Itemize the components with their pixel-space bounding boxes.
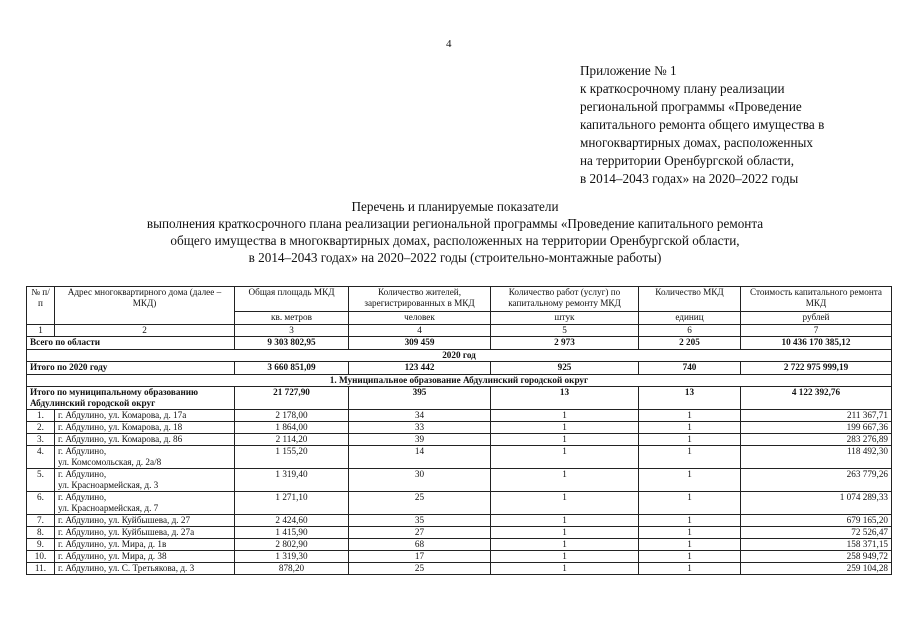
column-number: 1	[27, 325, 55, 337]
row-cost: 283 276,89	[741, 434, 892, 446]
header-address: Адрес многоквартирного дома (далее – МКД)	[55, 287, 235, 325]
row-mkd-count: 1	[639, 469, 741, 492]
appendix-line: на территории Оренбургской области,	[580, 153, 795, 168]
row-mkd-count: 1	[639, 515, 741, 527]
unit-area: кв. метров	[235, 312, 349, 325]
appendix-line: многоквартирных домах, расположенных	[580, 135, 813, 150]
total-year-cost: 2 722 975 999,19	[741, 362, 892, 375]
table-row	[27, 515, 892, 527]
row-address	[55, 515, 235, 527]
row-works: 1	[491, 551, 639, 563]
municipality-total-row	[27, 387, 892, 410]
row-area: 1 155,20	[235, 446, 349, 469]
total-year-row	[27, 362, 892, 375]
row-number: 11.	[27, 563, 55, 575]
table-row	[27, 539, 892, 551]
address-line: г. Абдулино, ул. Куйбышева, д. 27	[58, 515, 191, 525]
row-cost: 158 371,15	[741, 539, 892, 551]
row-residents: 30	[349, 469, 491, 492]
row-number: 7.	[27, 515, 55, 527]
table-row	[27, 563, 892, 575]
appendix-line: капитального ремонта общего имущества в	[580, 117, 825, 132]
address-line: ул. Красноармейская, д. 7	[58, 503, 159, 513]
table-row	[27, 422, 892, 434]
municipality-total-mkd-count: 13	[639, 387, 741, 410]
appendix-line: Приложение № 1	[580, 63, 677, 78]
row-cost: 258 949,72	[741, 551, 892, 563]
row-number: 3.	[27, 434, 55, 446]
row-residents: 39	[349, 434, 491, 446]
row-area: 2 424,60	[235, 515, 349, 527]
total-year-area: 3 660 851,09	[235, 362, 349, 375]
row-mkd-count: 1	[639, 492, 741, 515]
table-row	[27, 434, 892, 446]
row-address	[55, 539, 235, 551]
address-line: г. Абдулино,	[58, 492, 107, 502]
row-address	[55, 492, 235, 515]
unit-mkd-count: единиц	[639, 312, 741, 325]
row-number: 9.	[27, 539, 55, 551]
row-residents: 34	[349, 410, 491, 422]
total-region-mkd-count: 2 205	[639, 337, 741, 350]
appendix-line: в 2014–2043 годах» на 2020–2022 годы	[580, 171, 799, 186]
table-row	[27, 551, 892, 563]
address-line: ул. Красноармейская, д. 3	[58, 480, 159, 490]
row-works: 1	[491, 515, 639, 527]
row-number: 4.	[27, 446, 55, 469]
row-works: 1	[491, 563, 639, 575]
year-label: 2020 год	[27, 350, 892, 362]
row-area: 1 271,10	[235, 492, 349, 515]
row-number: 1.	[27, 410, 55, 422]
header-residents: Количество жителей, зарегистрированных в МКД	[349, 287, 491, 312]
address-line: г. Абдулино,	[58, 469, 107, 479]
row-cost: 259 104,28	[741, 563, 892, 575]
appendix-line: к краткосрочному плану реализации	[580, 81, 785, 96]
row-residents: 14	[349, 446, 491, 469]
row-works: 1	[491, 446, 639, 469]
address-line: г. Абдулино, ул. Мира, д. 38	[58, 551, 167, 561]
document-title	[60, 198, 850, 266]
row-area: 1 415,90	[235, 527, 349, 539]
address-line: г. Абдулино, ул. Куйбышева, д. 27а	[58, 527, 195, 537]
header-cost: Стоимость капитального ремонта МКД	[741, 287, 892, 312]
municipality-total-residents: 395	[349, 387, 491, 410]
row-cost: 679 165,20	[741, 515, 892, 527]
row-residents: 25	[349, 492, 491, 515]
table-row	[27, 410, 892, 422]
row-mkd-count: 1	[639, 539, 741, 551]
column-number: 6	[639, 325, 741, 337]
row-residents: 17	[349, 551, 491, 563]
address-line: г. Абдулино, ул. Мира, д. 1в	[58, 539, 167, 549]
total-year-label: Итого по 2020 году	[27, 362, 235, 375]
row-mkd-count: 1	[639, 434, 741, 446]
table-row	[27, 492, 892, 515]
row-address	[55, 551, 235, 563]
row-area: 2 178,00	[235, 410, 349, 422]
row-address	[55, 446, 235, 469]
total-year-residents: 123 442	[349, 362, 491, 375]
row-mkd-count: 1	[639, 551, 741, 563]
title-line: в 2014–2043 годах» на 2020–2022 годы (строительно-монтажные работы)	[248, 250, 662, 265]
row-mkd-count: 1	[639, 422, 741, 434]
indicators-table	[26, 286, 892, 575]
column-numbers-row	[27, 325, 892, 337]
row-area: 2 114,20	[235, 434, 349, 446]
row-mkd-count: 1	[639, 527, 741, 539]
total-year-mkd-count: 740	[639, 362, 741, 375]
row-works: 1	[491, 410, 639, 422]
column-number: 3	[235, 325, 349, 337]
row-cost: 199 667,36	[741, 422, 892, 434]
title-line: выполнения краткосрочного плана реализации региональной программы «Проведение капитального ремонта	[146, 216, 764, 231]
row-address	[55, 469, 235, 492]
address-line: г. Абдулино, ул. Комарова, д. 17а	[58, 410, 187, 420]
row-number: 5.	[27, 469, 55, 492]
row-number: 8.	[27, 527, 55, 539]
unit-residents: человек	[349, 312, 491, 325]
column-number: 7	[741, 325, 892, 337]
total-region-row	[27, 337, 892, 350]
row-mkd-count: 1	[639, 410, 741, 422]
municipality-total-works: 13	[491, 387, 639, 410]
address-line: г. Абдулино, ул. Комарова, д. 18	[58, 422, 183, 432]
address-line: г. Абдулино, ул. Комарова, д. 86	[58, 434, 183, 444]
address-line: ул. Комсомольская, д. 2а/8	[58, 457, 162, 467]
table-head	[27, 287, 892, 410]
row-works: 1	[491, 492, 639, 515]
total-year-works: 925	[491, 362, 639, 375]
row-works: 1	[491, 434, 639, 446]
row-cost: 72 526,47	[741, 527, 892, 539]
column-number: 2	[55, 325, 235, 337]
title-line: Перечень и планируемые показатели	[351, 199, 559, 214]
table-row	[27, 446, 892, 469]
row-address	[55, 563, 235, 575]
row-area: 1 864,00	[235, 422, 349, 434]
row-works: 1	[491, 469, 639, 492]
row-area: 2 802,90	[235, 539, 349, 551]
table-body	[27, 410, 892, 575]
row-cost: 263 779,26	[741, 469, 892, 492]
address-line: г. Абдулино,	[58, 446, 107, 456]
unit-cost: рублей	[741, 312, 892, 325]
appendix-note	[580, 62, 824, 188]
row-works: 1	[491, 527, 639, 539]
municipality-label: 1. Муниципальное образование Абдулинский городской округ	[27, 375, 892, 387]
appendix-line: региональной программы «Проведение	[580, 99, 802, 114]
row-residents: 27	[349, 527, 491, 539]
total-region-label: Всего по области	[27, 337, 235, 350]
row-number: 6.	[27, 492, 55, 515]
municipality-total-area: 21 727,90	[235, 387, 349, 410]
row-address	[55, 527, 235, 539]
table-row	[27, 469, 892, 492]
row-residents: 68	[349, 539, 491, 551]
address-line: г. Абдулино, ул. С. Третьякова, д. 3	[58, 563, 195, 573]
row-address	[55, 410, 235, 422]
row-address	[55, 434, 235, 446]
row-number: 2.	[27, 422, 55, 434]
header-no: № п/п	[27, 287, 55, 325]
row-cost: 211 367,71	[741, 410, 892, 422]
header-row	[27, 287, 892, 312]
row-residents: 35	[349, 515, 491, 527]
total-region-area: 9 303 802,95	[235, 337, 349, 350]
total-region-works: 2 973	[491, 337, 639, 350]
row-mkd-count: 1	[639, 446, 741, 469]
header-area: Общая площадь МКД	[235, 287, 349, 312]
municipality-total-cost: 4 122 392,76	[741, 387, 892, 410]
column-number: 5	[491, 325, 639, 337]
row-cost: 118 492,30	[741, 446, 892, 469]
row-number: 10.	[27, 551, 55, 563]
row-residents: 25	[349, 563, 491, 575]
total-region-cost: 10 436 170 385,12	[741, 337, 892, 350]
row-address	[55, 422, 235, 434]
row-mkd-count: 1	[639, 563, 741, 575]
municipality-row	[27, 375, 892, 387]
column-number: 4	[349, 325, 491, 337]
header-works: Количество работ (услуг) по капитальному ремонту МКД	[491, 287, 639, 312]
row-residents: 33	[349, 422, 491, 434]
header-mkd-count: Количество МКД	[639, 287, 741, 312]
row-area: 1 319,40	[235, 469, 349, 492]
unit-works: штук	[491, 312, 639, 325]
row-area: 878,20	[235, 563, 349, 575]
row-works: 1	[491, 422, 639, 434]
municipality-total-label: Итого по муниципальному образованию Абдулинский городской округ	[27, 387, 235, 410]
year-row	[27, 350, 892, 362]
row-area: 1 319,30	[235, 551, 349, 563]
title-line: общего имущества в многоквартирных домах, расположенных на территории Оренбургской области,	[170, 233, 740, 248]
row-works: 1	[491, 539, 639, 551]
table-row	[27, 527, 892, 539]
total-region-residents: 309 459	[349, 337, 491, 350]
page-number: 4	[446, 38, 452, 50]
row-cost: 1 074 289,33	[741, 492, 892, 515]
